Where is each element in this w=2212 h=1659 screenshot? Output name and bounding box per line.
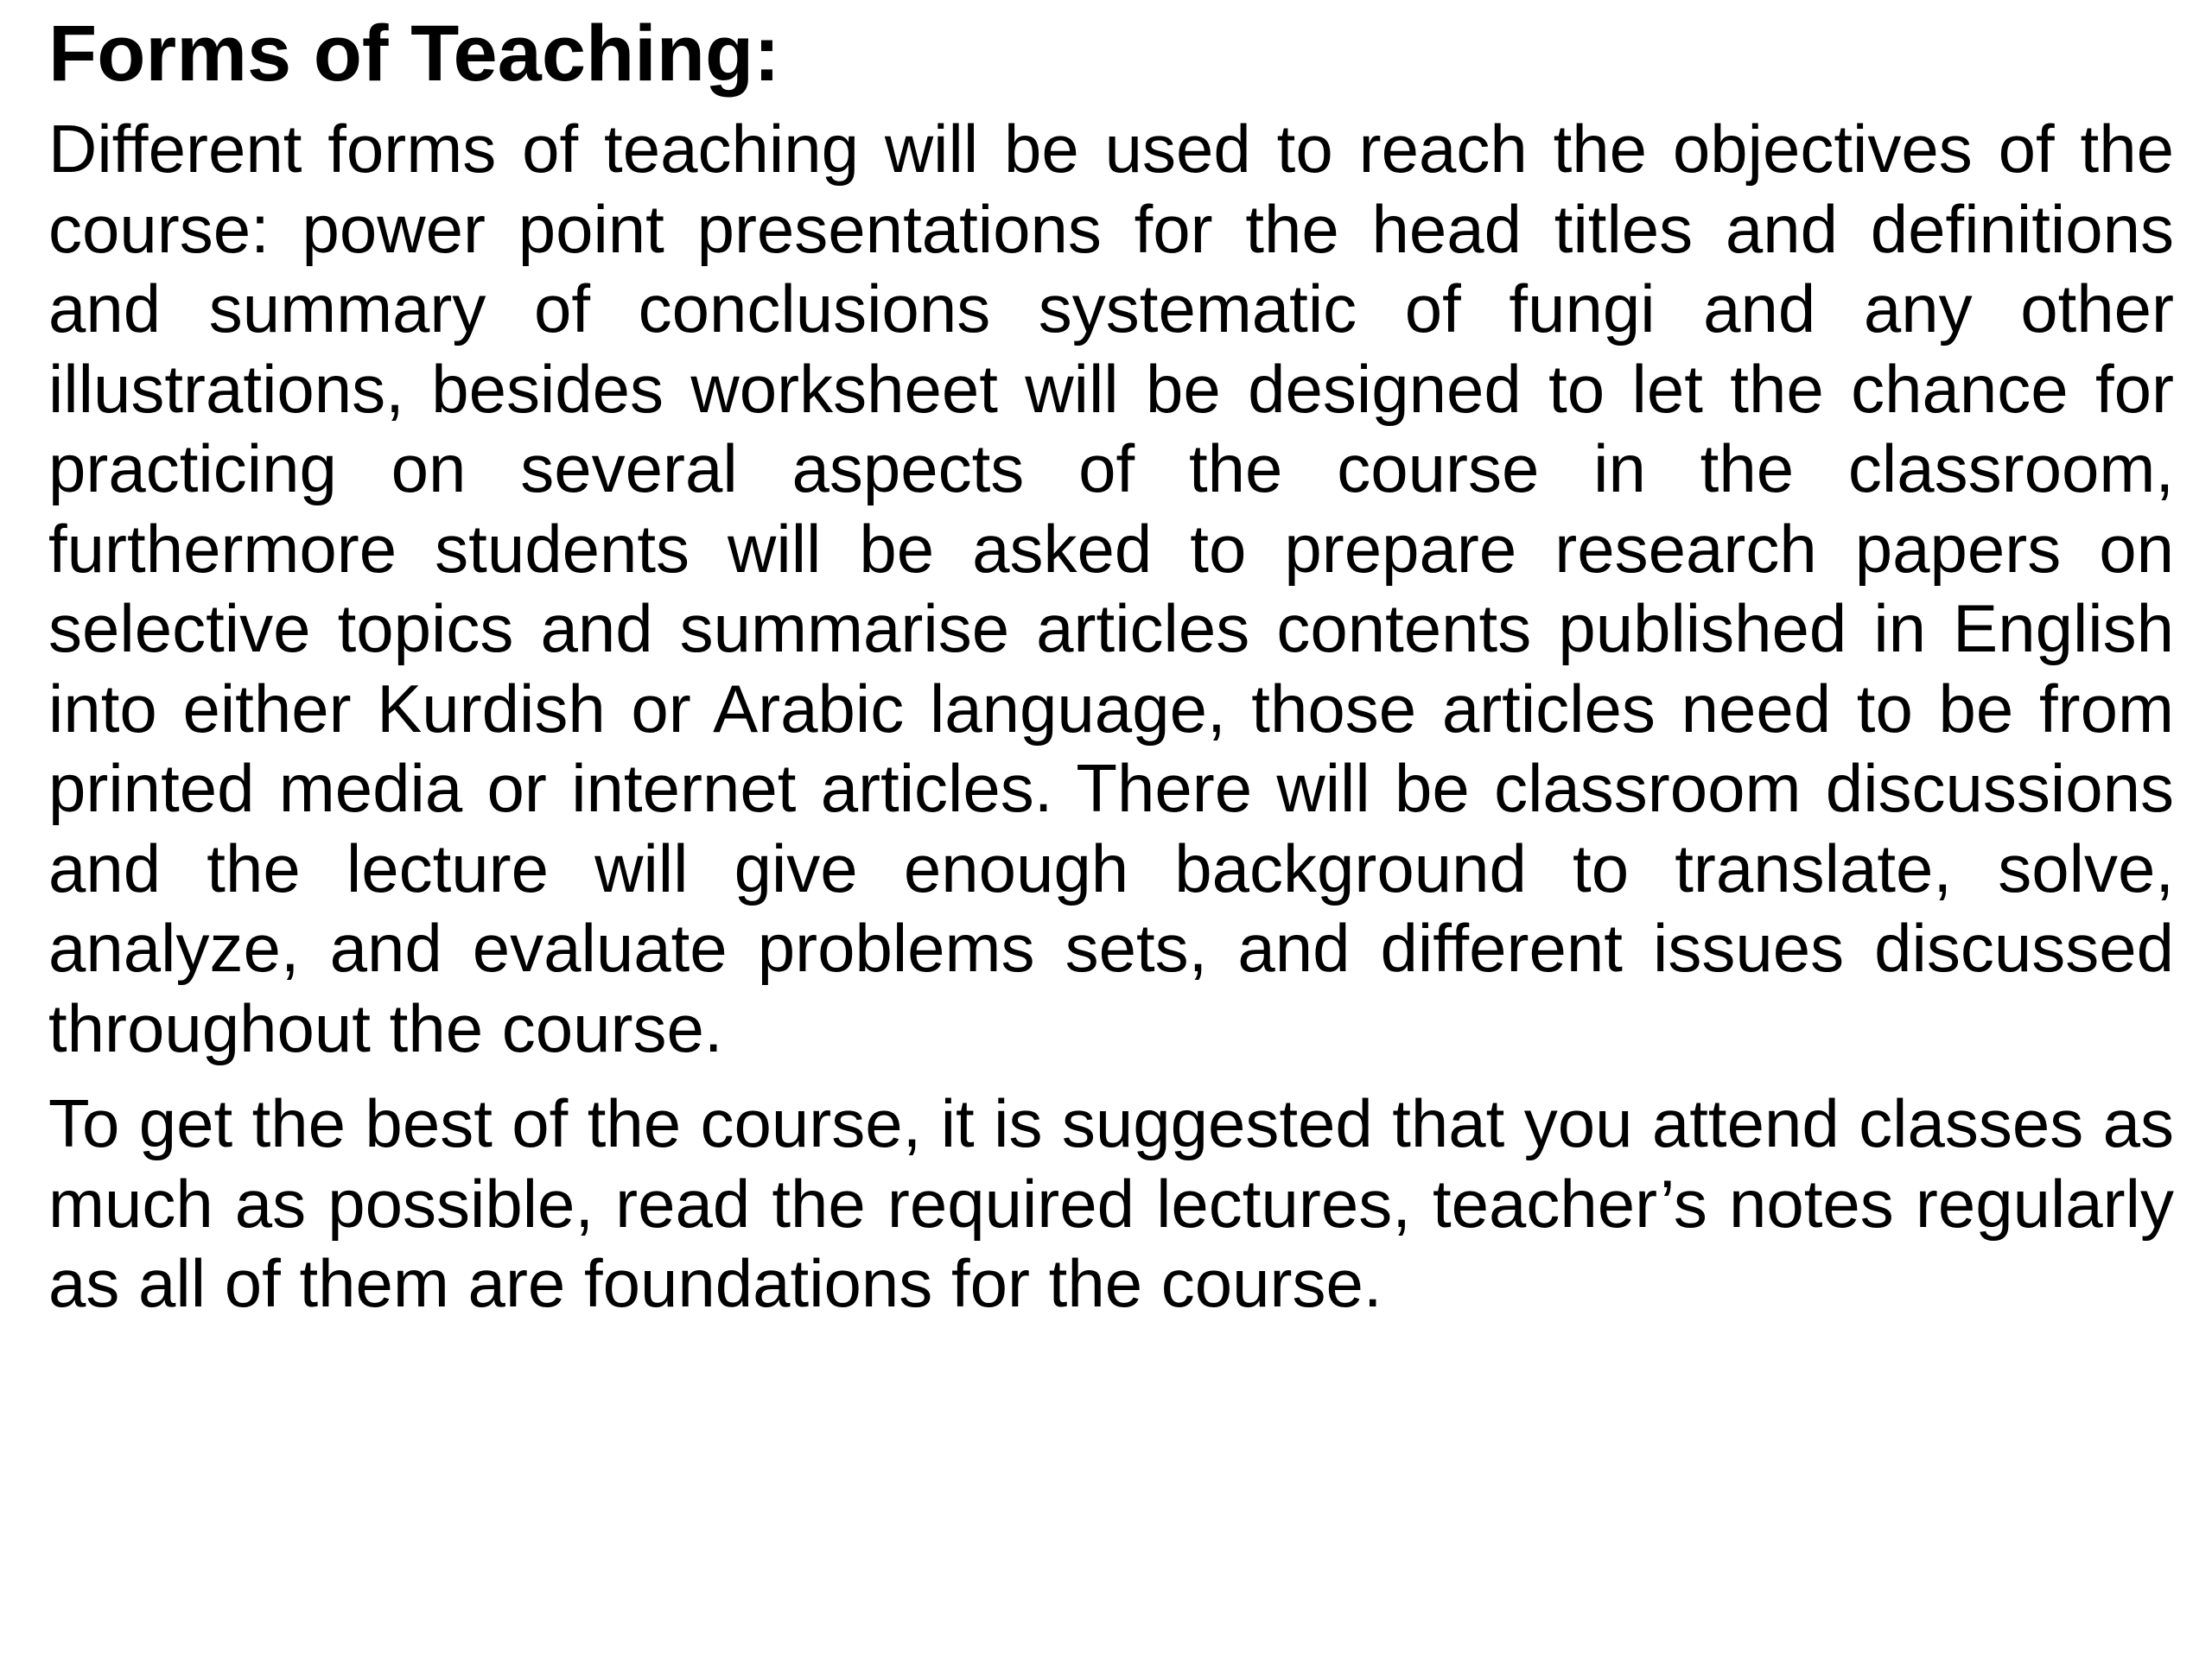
paragraph-course-advice: To get the best of the course, it is suggested that you attend classes as much as possible, read the required lectures, teacher’s notes regularly as all of them are foundations for the course. xyxy=(48,1085,2174,1321)
paragraph-teaching-forms: Different forms of teaching will be used to reach the objectives of the course: power point presentations for the head titles and definitions and summary of conclusions systematic of fungi and any other illustrations, besides worksheet will be designed to let the chance for practicing on several aspects of the course in the classroom, furthermore students will be asked to prepare research papers on selective topics and summarise articles contents published in English into either Kurdish or Arabic language, those articles need to be from printed media or internet articles. There will be classroom discussions and the lecture will give enough background to translate, solve, analyze, and evaluate problems sets, and different issues discussed throughout the course. xyxy=(48,111,2174,1066)
section-heading: Forms of Teaching: xyxy=(48,10,780,98)
document-content xyxy=(48,0,2174,1324)
